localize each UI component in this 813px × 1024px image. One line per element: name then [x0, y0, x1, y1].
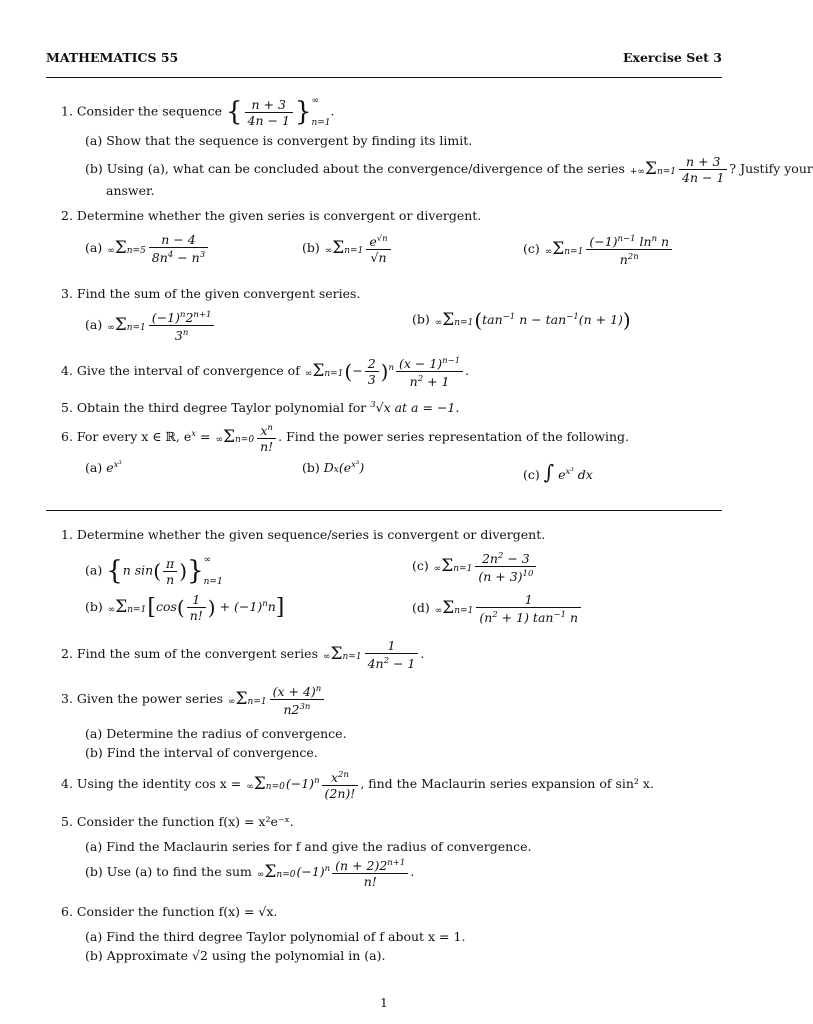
p1-q1b-cont: answer. — [106, 183, 155, 198]
p1-q2c: (c) ∞Σn=1 $\frac{(-1)^{n-1} \ln^n n}{n^{2n}}$ — [523, 232, 674, 267]
p2-q5: 5. Consider the function f(x) = x²e⁻ˣ. — [61, 814, 294, 829]
p2-q1d: (d) ∞Σn=1 $\frac{1}{(n^2 + 1) \tan^{-1} n}$ — [412, 592, 583, 625]
p2-q1a: (a) {n sin( $\frac{\pi}{n}$ )}∞ n=1 — [85, 555, 223, 587]
p1-q5: 5. Obtain the third degree Taylor polynomial for $^3$√x at a = −1. — [61, 400, 460, 416]
p2-q1: 1. Determine whether the given sequence/series is convergent or divergent. — [61, 527, 546, 542]
p1-q1b: (b) Using (a), what can be concluded about the convergence/divergence of the series +∞Σn=1 $\frac{n + 3}{4n - 1}$ ? Justify your — [85, 154, 813, 185]
exercise-set-title: Exercise Set 3 — [622, 50, 722, 65]
p2-q5a: (a) Find the Maclaurin series for f and give the radius of convergence. — [85, 839, 532, 854]
p2-q4: 4. Using the identity $\cos x = \infty\Sigma n=0(-1)^n$ $\frac{x^{2n}}{(2n)!}$ , find the Maclaurin series expansion of sin² x. — [61, 770, 654, 802]
header-rule — [46, 77, 722, 78]
p1-q2: 2. Determine whether the given series is convergent or divergent. — [61, 208, 482, 223]
p2-q6b: (b) Approximate √2 using the polynomial in (a). — [85, 948, 386, 963]
p1-q2a: (a) ∞Σn=5 $\frac{n - 4}{8n^4 - n^3}$ — [85, 232, 210, 265]
p1-q6: 6. For every x ∈ ℝ, $e^x = \infty\Sigma n=0$ $\frac{x^n}{n!}$ . Find the power series representation of the following. — [61, 423, 630, 455]
p1-q3: 3. Find the sum of the given convergent series. — [61, 286, 361, 301]
p1-q2b: (b) ∞Σn=1 $\frac{e^{√n}}{√n}$ — [302, 232, 393, 265]
p2-q3a: (a) Determine the radius of convergence. — [85, 726, 347, 741]
p1-q6c: (c) ∫ $e^{x^3}$ dx — [523, 460, 593, 484]
p1-q3a: (a) ∞Σn=1 $\frac{(-1)^n2^{n+1}}{3^n}$ — [85, 308, 216, 343]
p2-q2: 2. Find the sum of the convergent series ∞Σn=1 $\frac{1}{4n^2 - 1}$ . — [61, 638, 425, 672]
course-title: MATHEMATICS 55 — [46, 50, 179, 65]
section-rule — [46, 510, 722, 511]
p1-q1: 1. Consider the sequence { $\frac{n + 3}{4n - 1}$ }∞ n=1. — [61, 96, 335, 128]
p2-q3b: (b) Find the interval of convergence. — [85, 745, 318, 760]
p2-q3: 3. Given the power series ∞Σn=1 $\frac{(x + 4)^n}{n2^{3n}}$ — [61, 682, 326, 717]
p2-q1c: (c) ∞Σn=1 $\frac{2n^2 - 3}{(n + 3)^{10}}$ — [412, 549, 538, 584]
p2-q6a: (a) Find the third degree Taylor polynomial of f about x = 1. — [85, 929, 466, 944]
p1-q3b: (b) $\infty\Sigma n=1(\tan^{-1}$ $n - \tan^{-1}(n + 1)$) — [412, 308, 631, 332]
p1-q4: 4. Give the interval of convergence of ∞Σn=1(− $\frac{2}{3}$ )$^n$ $\frac{(x - 1)^{n-1}}{n^2 + 1}$ . — [61, 356, 470, 390]
page-header — [46, 50, 722, 70]
p2-q1b: (b) ∞Σn=1[cos( $\frac{1}{n!}$ ) + $(-1)^nn$] — [85, 592, 285, 623]
p1-q6b: (b) $Dx(e^{x^3})$ — [302, 460, 365, 476]
p2-q6: 6. Consider the function f(x) = √x. — [61, 904, 278, 919]
page-number: 1 — [380, 996, 388, 1010]
p1-q6a: (a) $e^{x^3}$ — [85, 460, 122, 476]
p1-q1a: (a) Show that the sequence is convergent by finding its limit. — [85, 133, 473, 148]
p2-q5b: (b) Use (a) to find the sum $\infty\Sigma n=0(-1)^n$ $\frac{(n + 2)2^{n+1}}{n!}$ . — [85, 858, 415, 890]
